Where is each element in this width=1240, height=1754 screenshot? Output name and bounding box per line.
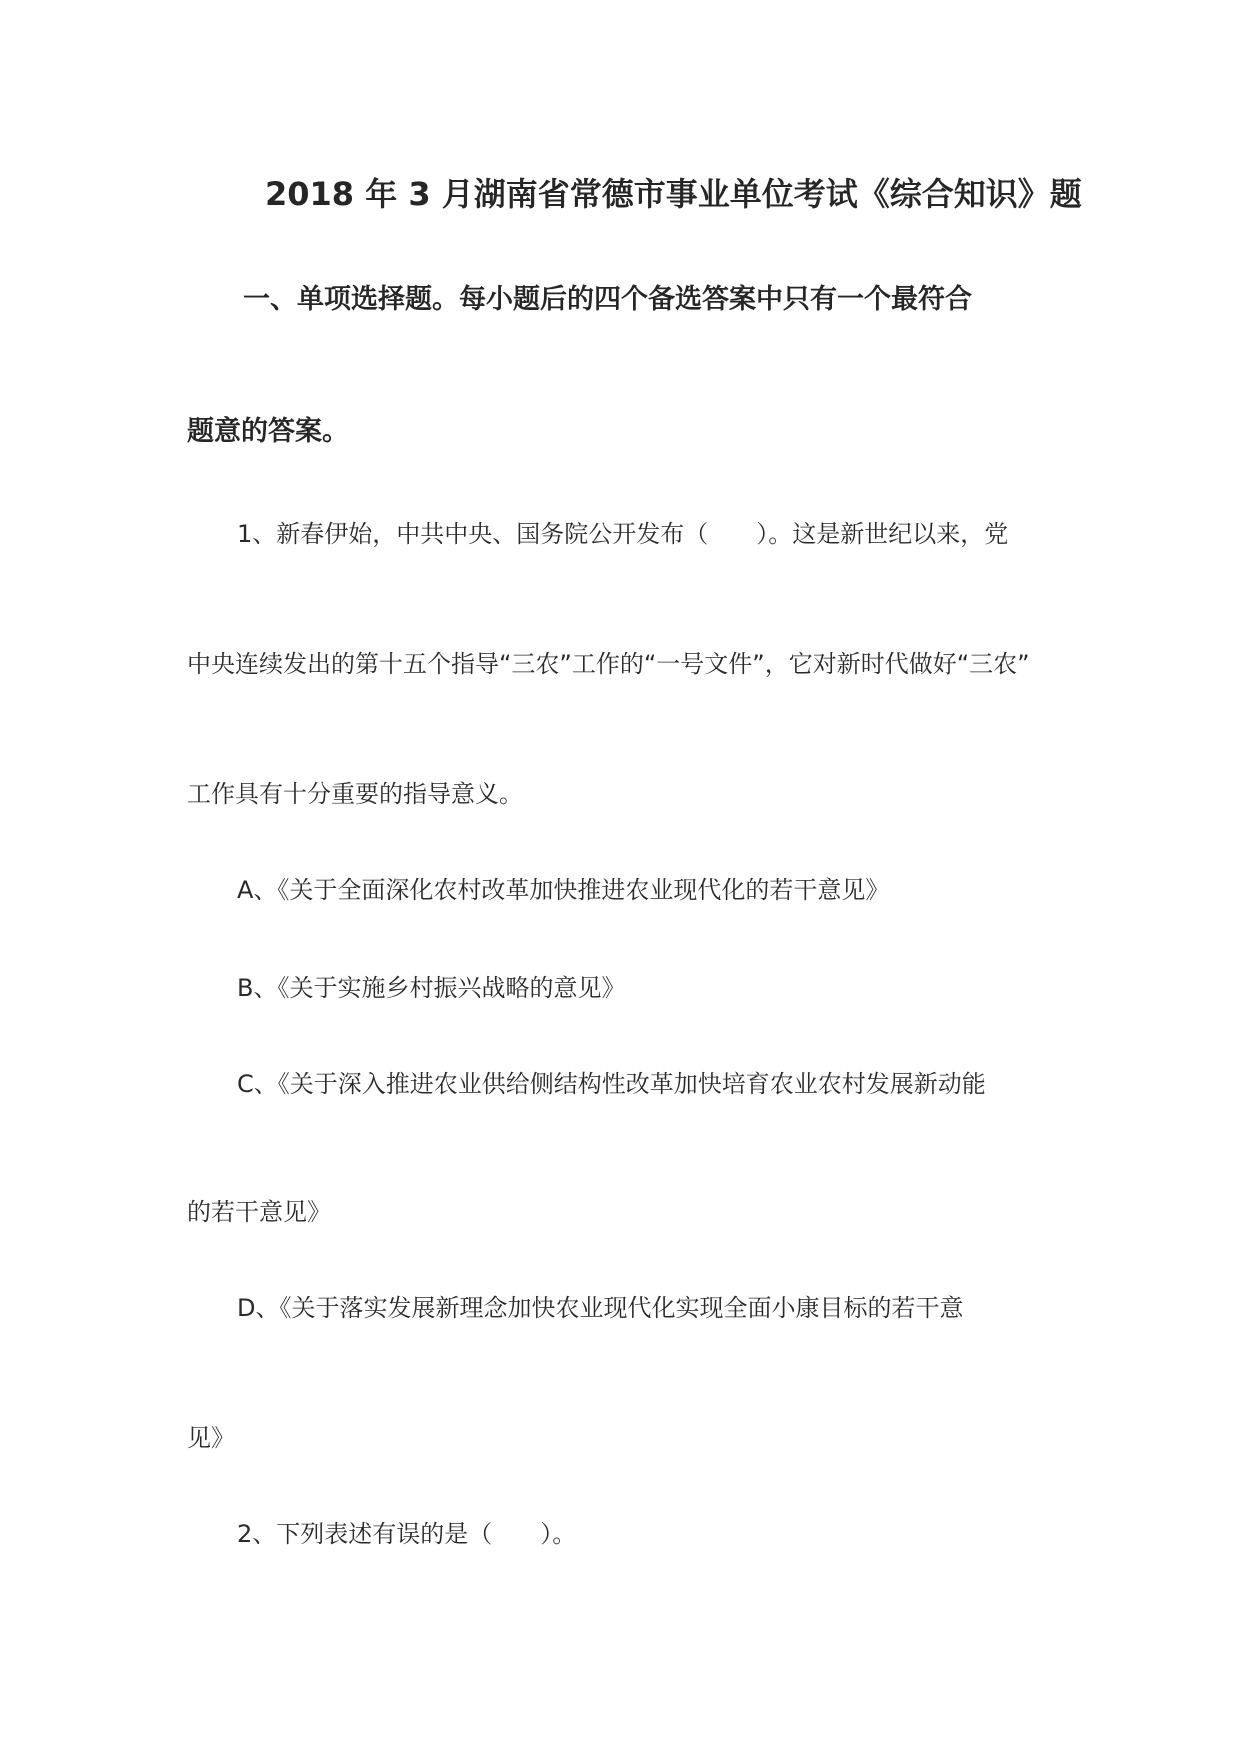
question-1-option-a: A、《关于全面深化农村改革加快推进农业现代化的若干意见》: [237, 876, 890, 904]
question-1-option-d-line-2: 见》: [187, 1424, 235, 1452]
question-2-stem-line-1: 2、下列表述有误的是（ ）。: [237, 1520, 577, 1548]
document-title: 2018 年 3 月湖南省常德市事业单位考试《综合知识》题: [265, 175, 1082, 213]
question-1-stem-line-3: 工作具有十分重要的指导意义。: [187, 780, 523, 808]
section-heading-line-2: 题意的答案。: [187, 416, 349, 447]
section-heading-line-1: 一、单项选择题。每小题后的四个备选答案中只有一个最符合: [243, 284, 972, 315]
question-1-option-c-line-2: 的若干意见》: [187, 1198, 331, 1226]
question-1-option-d-line-1: D、《关于落实发展新理念加快农业现代化实现全面小康目标的若干意: [237, 1294, 964, 1322]
question-1-stem-line-2: 中央连续发出的第十五个指导“三农”工作的“一号文件”，它对新时代做好“三农”: [187, 650, 1030, 678]
question-1-option-b: B、《关于实施乡村振兴战略的意见》: [237, 974, 626, 1002]
question-1-stem-line-1: 1、新春伊始，中共中央、国务院公开发布（ ）。这是新世纪以来，党: [237, 520, 1009, 548]
question-1-option-c-line-1: C、《关于深入推进农业供给侧结构性改革加快培育农业农村发展新动能: [237, 1070, 986, 1098]
